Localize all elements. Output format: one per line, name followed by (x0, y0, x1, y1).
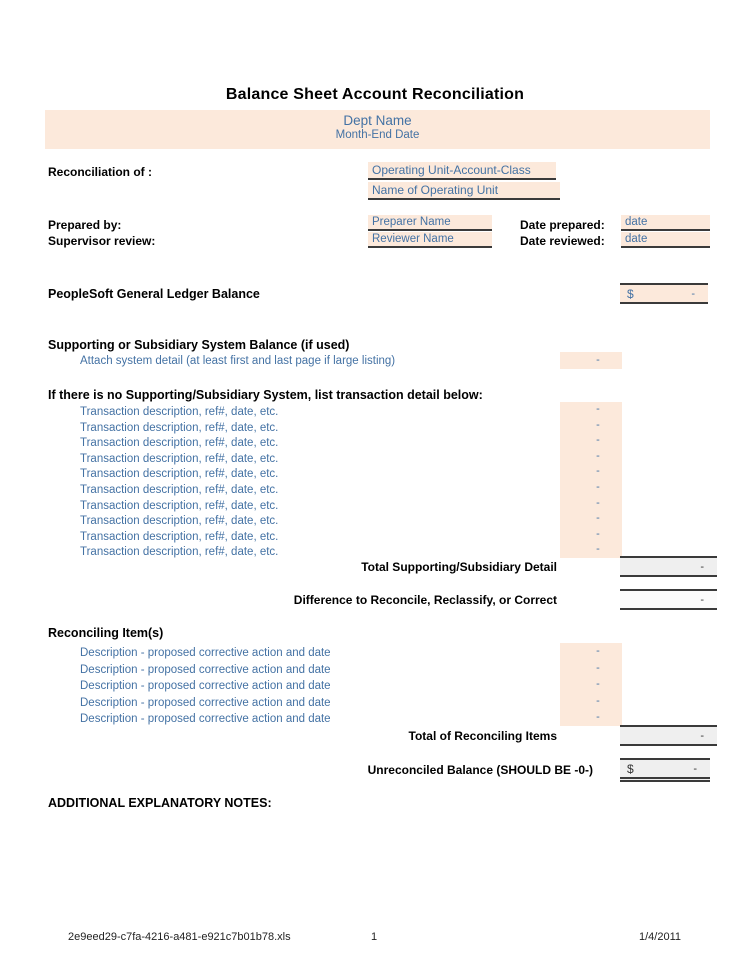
transaction-amount-cell[interactable]: - (560, 496, 622, 512)
date-reviewed-field[interactable]: date (621, 232, 710, 248)
transaction-row (48, 527, 708, 543)
transaction-row (48, 480, 708, 496)
transaction-description: Transaction description, ref#, date, etc. (80, 437, 279, 450)
transaction-row (48, 542, 708, 558)
reconciling-item-description: Description - proposed corrective action and date (80, 696, 331, 709)
transaction-amount-cell[interactable]: - (560, 511, 622, 527)
gl-balance-value: - (691, 287, 695, 300)
total-reconciling-label: Total of Reconciling Items (408, 729, 557, 743)
transaction-list (48, 402, 708, 558)
date-prepared-label: Date prepared: (520, 218, 605, 232)
preparer-name-field[interactable]: Preparer Name (368, 215, 492, 231)
gl-balance-label: PeopleSoft General Ledger Balance (48, 287, 260, 301)
difference-cell: - (620, 589, 717, 610)
reconciling-item-list (48, 643, 708, 726)
transaction-amount-cell[interactable]: - (560, 464, 622, 480)
gl-currency-symbol: $ (627, 286, 634, 301)
supporting-heading: Supporting or Subsidiary System Balance (if used) (48, 338, 350, 352)
difference-label: Difference to Reconcile, Reclassify, or Correct (293, 593, 557, 607)
supervisor-review-label: Supervisor review: (48, 234, 156, 248)
transaction-description: Transaction description, ref#, date, etc. (80, 546, 279, 559)
unreconciled-balance-value: - (693, 762, 697, 775)
total-supporting-label: Total Supporting/Subsidiary Detail (361, 560, 557, 574)
reconciling-item-description: Description - proposed corrective action and date (80, 647, 331, 659)
reconciling-item-row (48, 693, 708, 710)
prepared-by-label: Prepared by: (48, 218, 122, 232)
transaction-description: Transaction description, ref#, date, etc. (80, 421, 279, 434)
footer-filename: 2e9eed29-c7fa-4216-a481-e921c7b01b78.xls (68, 931, 291, 943)
transaction-amount-cell[interactable]: - (560, 542, 622, 558)
reconciling-item-description: Description - proposed corrective action and date (80, 680, 331, 693)
reconciling-item-amount-cell[interactable]: - (560, 660, 622, 677)
reconciling-item-amount-cell[interactable]: - (560, 676, 622, 693)
transaction-row (48, 496, 708, 512)
unreconciled-balance-cell (620, 758, 710, 782)
header-banner (45, 110, 710, 149)
transaction-amount-cell[interactable]: - (560, 527, 622, 543)
dept-name-field[interactable]: Dept Name (343, 113, 412, 128)
transaction-amount-cell[interactable]: - (560, 449, 622, 465)
transaction-amount-cell[interactable]: - (560, 402, 622, 418)
reconciling-item-amount-cell[interactable]: - (560, 693, 622, 710)
transaction-description: Transaction description, ref#, date, etc. (80, 483, 279, 496)
date-reviewed-label: Date reviewed: (520, 234, 605, 248)
transaction-description: Transaction description, ref#, date, etc. (80, 452, 279, 465)
transaction-row (48, 402, 708, 418)
total-supporting-cell: - (620, 556, 717, 577)
footer-date: 1/4/2011 (639, 931, 682, 943)
gl-balance-cell[interactable] (620, 283, 708, 304)
transactions-heading: If there is no Supporting/Subsidiary System, list transaction detail below: (48, 388, 483, 402)
transaction-description: Transaction description, ref#, date, etc. (80, 406, 279, 418)
transaction-description: Transaction description, ref#, date, etc. (80, 468, 279, 481)
footer-page-number: 1 (371, 931, 378, 943)
transaction-description: Transaction description, ref#, date, etc. (80, 499, 279, 512)
transaction-row (48, 511, 708, 527)
reconciliation-of-label: Reconciliation of : (48, 165, 153, 179)
transaction-amount-cell[interactable]: - (560, 433, 622, 449)
transaction-row (48, 433, 708, 449)
reconciling-item-row (48, 643, 708, 660)
supporting-balance-cell[interactable]: - (560, 352, 622, 369)
reviewer-name-field[interactable]: Reviewer Name (368, 232, 492, 248)
reconciling-item-amount-cell[interactable]: - (560, 709, 622, 726)
operating-unit-account-class-field[interactable]: Operating Unit-Account-Class (368, 162, 556, 180)
transaction-amount-cell[interactable]: - (560, 418, 622, 434)
reconciling-item-row (48, 676, 708, 693)
reconciling-item-row (48, 709, 708, 726)
transaction-amount-cell[interactable]: - (560, 480, 622, 496)
attach-detail-note: Attach system detail (at least first and last page if large listing) (80, 355, 396, 367)
reconciling-item-description: Description - proposed corrective action and date (80, 663, 331, 676)
page-title: Balance Sheet Account Reconciliation (225, 86, 525, 103)
transaction-row (48, 418, 708, 434)
unreconciled-balance-label: Unreconciled Balance (SHOULD BE -0-) (367, 763, 593, 777)
transaction-description: Transaction description, ref#, date, etc. (80, 530, 279, 543)
reconciling-item-description: Description - proposed corrective action and date (80, 713, 331, 726)
date-prepared-field[interactable]: date (621, 215, 710, 231)
month-end-date-field[interactable]: Month-End Date (335, 129, 420, 141)
name-of-operating-unit-field[interactable]: Name of Operating Unit (368, 182, 560, 200)
reconciling-items-heading: Reconciling Item(s) (48, 626, 164, 640)
total-reconciling-cell: - (620, 725, 717, 746)
transaction-description: Transaction description, ref#, date, etc. (80, 515, 279, 528)
additional-notes-heading: ADDITIONAL EXPLANATORY NOTES: (48, 796, 272, 810)
transaction-row (48, 464, 708, 480)
reconciling-item-amount-cell[interactable]: - (560, 643, 622, 660)
transaction-row (48, 449, 708, 465)
unreconciled-currency-symbol: $ (627, 761, 634, 776)
reconciling-item-row (48, 660, 708, 677)
